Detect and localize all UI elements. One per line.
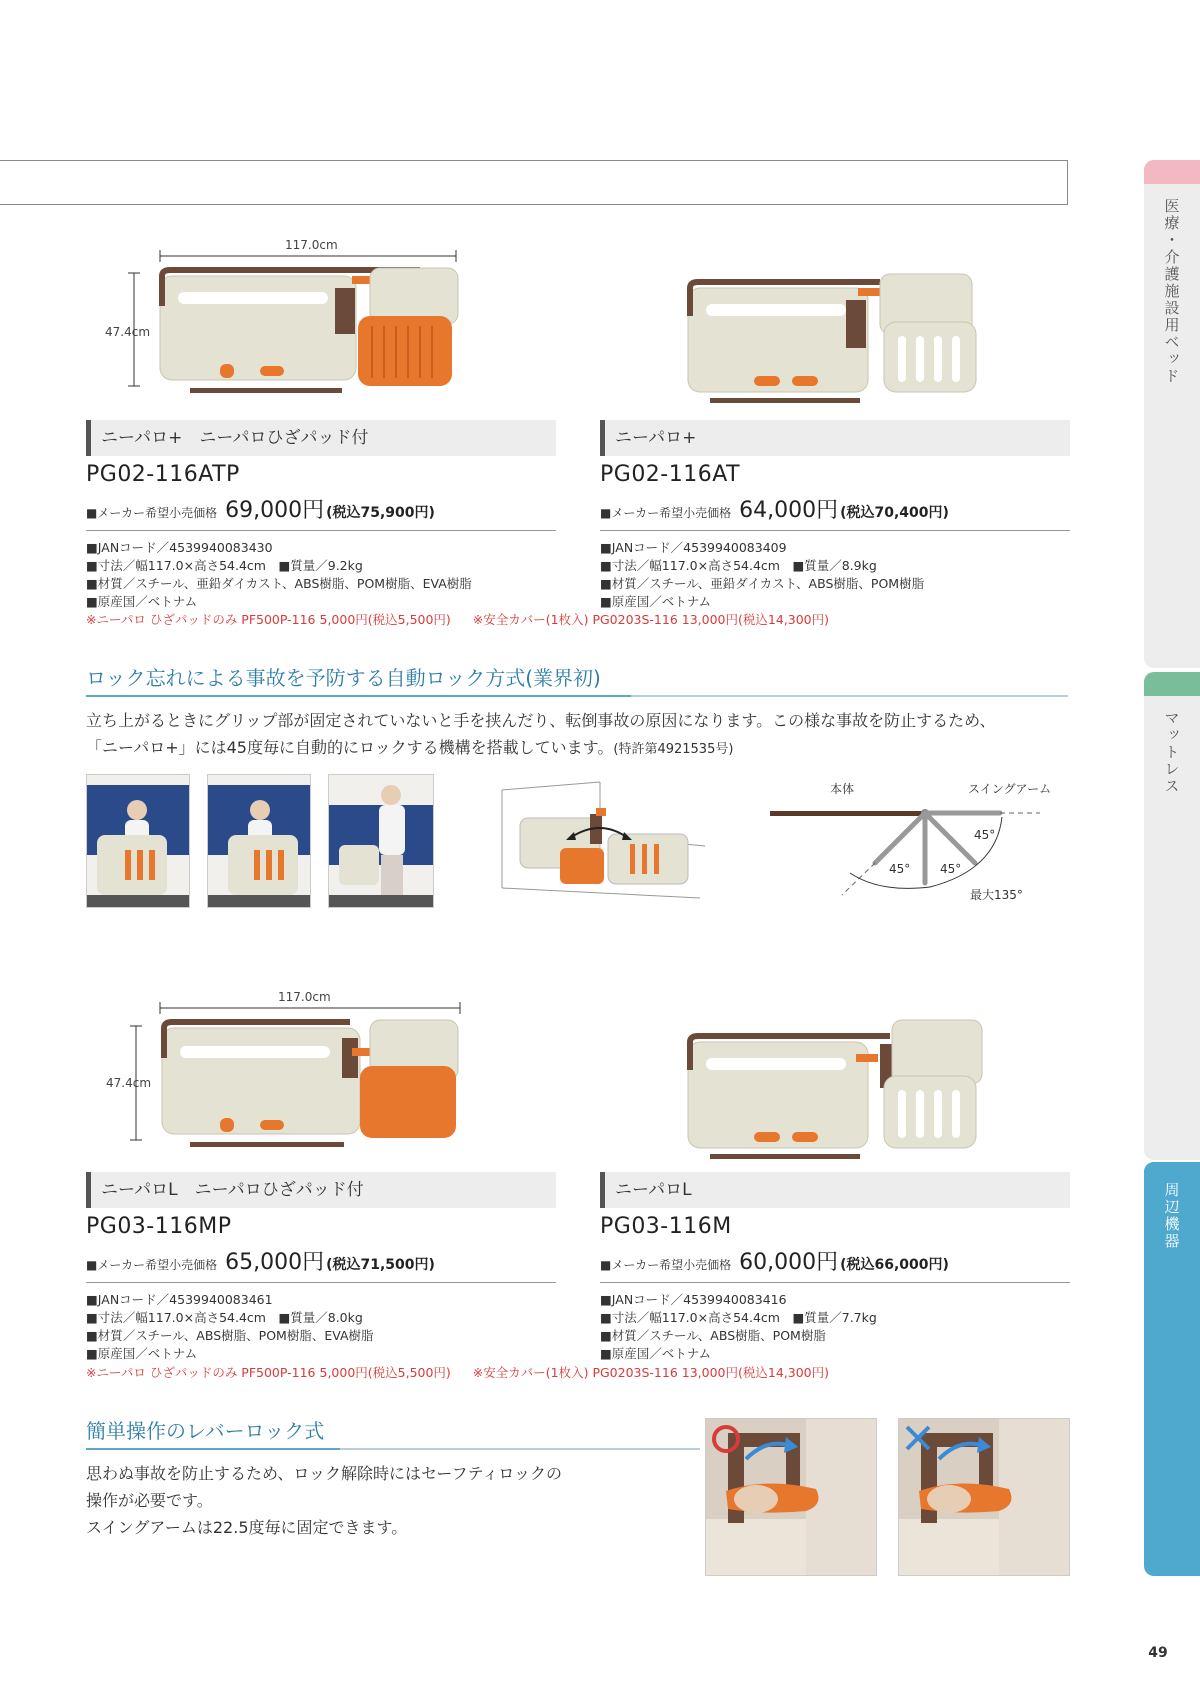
price-row [600,493,1070,531]
page-number: 49 [1148,1645,1168,1661]
section2-line1: 思わぬ事故を防止するため、ロック解除時にはセーフティロックの [86,1464,563,1483]
product-code: PG02-116AT [600,462,741,487]
section-heading-lever-lock: 簡単操作のレバーロック式 [86,1419,325,1443]
label-angle-3: 45° [940,862,962,876]
section2-line3: スイングアームは22.5度毎に固定できます。 [86,1518,408,1537]
section-heading-auto-lock: ロック忘れによる事故を予防する自動ロック方式(業界初) [86,666,601,690]
price: 69,000円 [225,498,325,523]
product-image-mp [120,1000,480,1160]
spec-jan: ■JANコード／4539940083409 [600,540,787,555]
width-dimension: 117.0cm [278,990,331,1004]
product-pg02-116at [600,420,1070,611]
photo-standing-2 [207,774,311,908]
header-box [0,160,1068,205]
price: 64,000円 [739,498,839,523]
price-tax: (税込71,500円) [326,1257,435,1273]
note-pad: ※ニーパロ ひざパッドのみ PF500P-116 5,000円(税込5,500円) [86,1365,451,1380]
section1-line1: 立ち上がるときにグリップ部が固定されていないと手を挟んだり、転倒事故の原因になります。この様な事故を防止するため、 [86,711,996,730]
spec-material: ■材質／スチール、亜鉛ダイカスト、ABS樹脂、POM樹脂 [600,576,925,591]
note-line-1 [86,610,847,628]
price-tax: (税込66,000円) [840,1257,949,1273]
spec-origin: ■原産国／ベトナム [86,594,198,609]
spec-origin: ■原産国／ベトナム [600,1346,712,1361]
side-tab-label: 医療・介護施設用ベッド [1162,198,1181,385]
price-label: ■メーカー希望小売価格 [86,1258,218,1272]
price: 65,000円 [225,1250,325,1275]
label-body: 本体 [830,782,855,796]
note-cover: ※安全カバー(1枚入) PG0203S-116 13,000円(税込14,300円) [472,612,829,627]
spec-origin: ■原産国／ベトナム [86,1346,198,1361]
specs [86,1291,556,1363]
side-tab-peripherals[interactable] [1144,1162,1200,1576]
product-image-at [680,258,1000,408]
angle-diagram [770,795,1050,905]
spec-size-weight: ■寸法／幅117.0×高さ54.4cm ■質量／8.0kg [86,1310,363,1325]
product-name: ニーパロ+ [600,420,1070,456]
side-tab-medical-beds[interactable] [1144,160,1200,668]
product-code: PG02-116ATP [86,462,240,487]
price-label: ■メーカー希望小売価格 [600,1258,732,1272]
height-dimension: 47.4cm [106,1076,152,1090]
height-dimension: 47.4cm [105,325,151,339]
specs [86,539,556,611]
price-row [600,1245,1070,1283]
note-cover: ※安全カバー(1枚入) PG0203S-116 13,000円(税込14,300円) [472,1365,829,1380]
photo-standing-1 [86,774,190,908]
side-tab-label: 周辺機器 [1162,1182,1181,1250]
label-angle-2: 45° [889,862,911,876]
section2-line2: 操作が必要です。 [86,1491,213,1510]
price-tax: (税込75,900円) [326,505,435,521]
rotation-sketch [500,778,710,908]
price-tax: (税込70,400円) [840,505,949,521]
spec-jan: ■JANコード／4539940083416 [600,1292,787,1307]
width-dimension: 117.0cm [285,238,338,252]
spec-jan: ■JANコード／4539940083430 [86,540,273,555]
label-angle-1: 45° [974,828,996,842]
product-image-m [680,1014,1000,1164]
specs [600,1291,1070,1363]
section1-text [86,707,995,763]
product-name: ニーパロL [600,1172,1070,1208]
section-underline [86,695,1068,697]
photo-lever-correct [705,1418,877,1576]
spec-size-weight: ■寸法／幅117.0×高さ54.4cm ■質量／8.9kg [600,558,877,573]
spec-material: ■材質／スチール、ABS樹脂、POM樹脂、EVA樹脂 [86,1328,374,1343]
side-tab-mattress[interactable] [1144,672,1200,1160]
photo-standing-3 [328,774,434,908]
product-pg03-116mp [86,1172,556,1363]
note-line-2 [86,1363,847,1381]
price: 60,000円 [739,1250,839,1275]
price-label: ■メーカー希望小売価格 [600,506,732,520]
patent-number: (特許第4921535号) [613,742,734,757]
label-max-angle: 最大135° [970,888,1023,902]
price-label: ■メーカー希望小売価格 [86,506,218,520]
note-pad: ※ニーパロ ひざパッドのみ PF500P-116 5,000円(税込5,500円) [86,612,451,627]
specs [600,539,1070,611]
spec-size-weight: ■寸法／幅117.0×高さ54.4cm ■質量／7.7kg [600,1310,877,1325]
section2-text [86,1460,562,1541]
product-pg03-116m [600,1172,1070,1363]
spec-material: ■材質／スチール、亜鉛ダイカスト、ABS樹脂、POM樹脂、EVA樹脂 [86,576,472,591]
side-tab-label: マットレス [1162,710,1181,795]
section-underline [86,1448,700,1450]
product-pg02-116atp [86,420,556,611]
spec-origin: ■原産国／ベトナム [600,594,712,609]
product-image-atp [120,248,480,408]
section1-line2: 「ニーパロ+」には45度毎に自動的にロックする機構を搭載しています。 [86,738,614,757]
price-row [86,493,556,531]
label-swing-arm: スイングアーム [968,782,1052,796]
product-code: PG03-116M [600,1214,732,1239]
price-row [86,1245,556,1283]
product-name: ニーパロ+ ニーパロひざパッド付 [86,420,556,456]
product-code: PG03-116MP [86,1214,232,1239]
photo-lever-incorrect [898,1418,1070,1576]
spec-material: ■材質／スチール、ABS樹脂、POM樹脂 [600,1328,826,1343]
spec-size-weight: ■寸法／幅117.0×高さ54.4cm ■質量／9.2kg [86,558,363,573]
product-name: ニーパロL ニーパロひざパッド付 [86,1172,556,1208]
spec-jan: ■JANコード／4539940083461 [86,1292,273,1307]
